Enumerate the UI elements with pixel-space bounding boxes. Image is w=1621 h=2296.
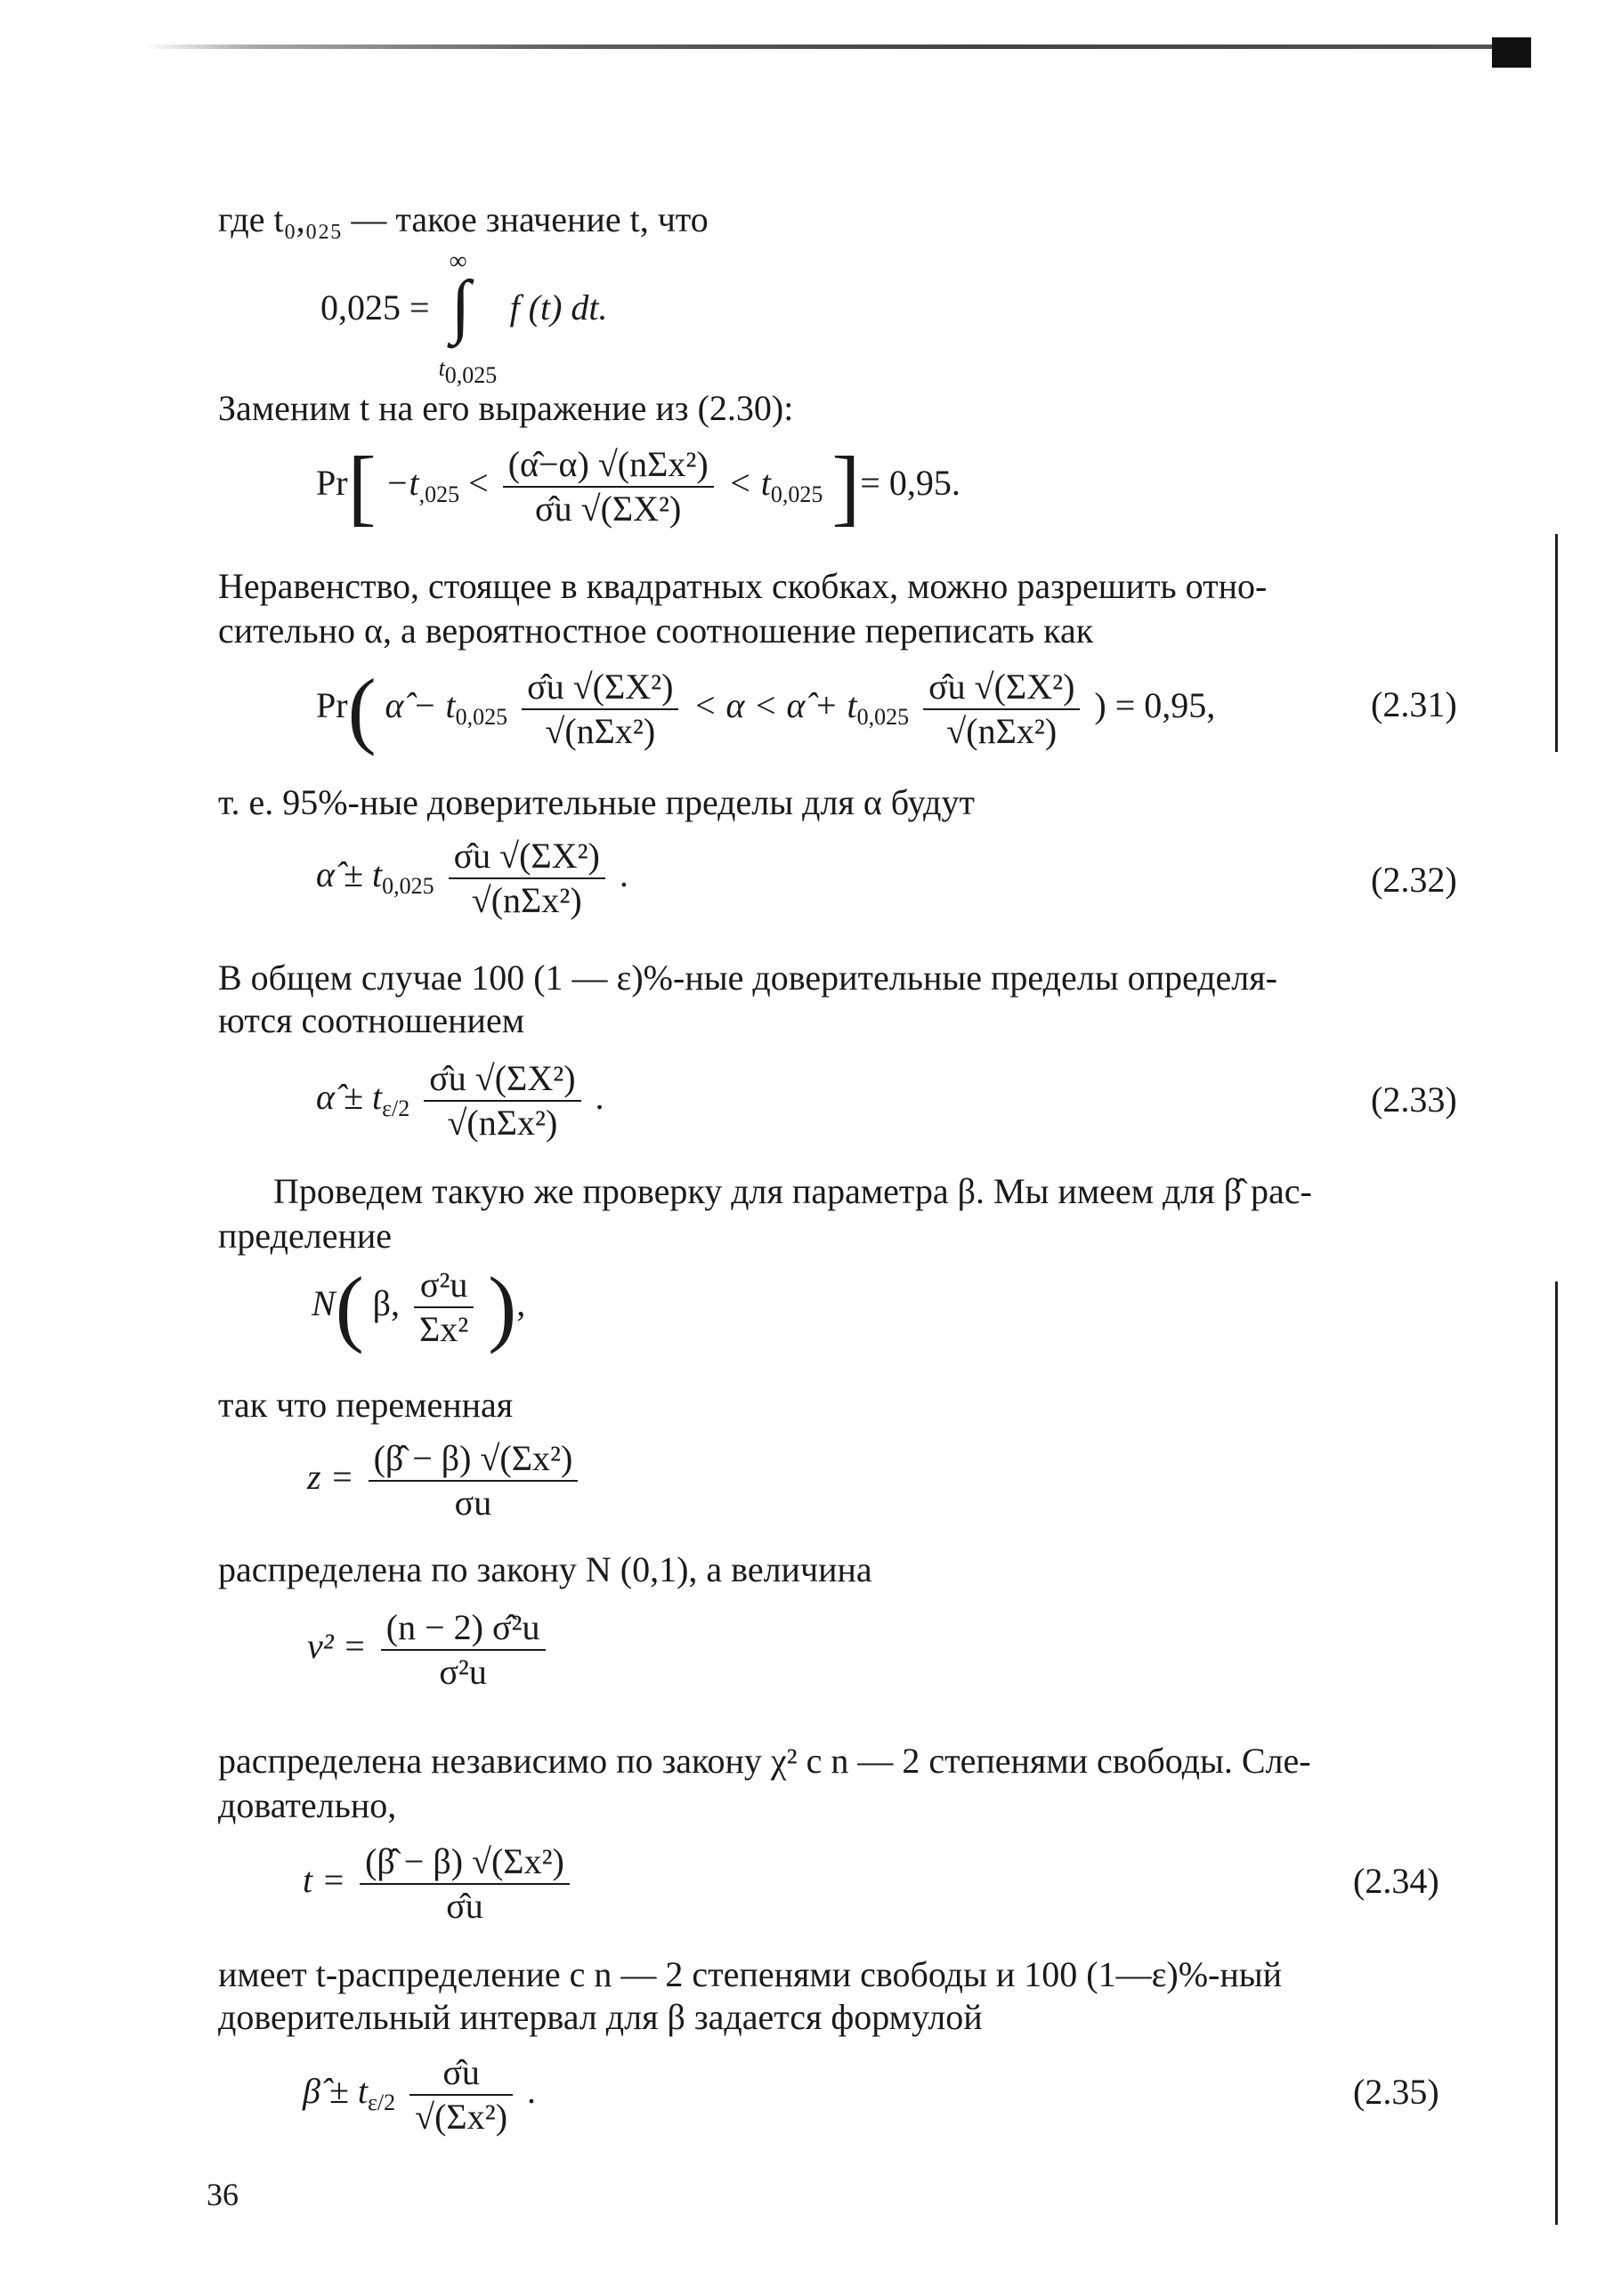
text-line: распределена по закону N (0,1), а величина bbox=[218, 1549, 872, 1589]
formula-z: z = $\frac{\text{(β̂ − β) √(Σx²)}}{\sigma u}$ bbox=[307, 1437, 583, 1524]
text-line: пределение bbox=[218, 1216, 393, 1256]
text-line: имеет t-распределение с n — 2 степенями свободы и 100 (1—ε)%-ный bbox=[218, 1954, 1283, 1994]
text-line: так что переменная bbox=[218, 1385, 514, 1425]
formula-2-34: t = $\frac{\text{(β̂ − β) √(Σx²)}}{\sigmâu}$ bbox=[303, 1840, 575, 1928]
scan-top-edge bbox=[142, 37, 1531, 59]
formula-2-32: α̂ ± $t_{0,025}$ $\frac{\text{σ̂u √(ΣX²)}}{\text{√(nΣx²)}}$ . bbox=[316, 836, 628, 920]
text-line: Заменим t на его выражение из (2.30): bbox=[218, 388, 794, 428]
text-line: довательно, bbox=[218, 1785, 397, 1825]
equation-number: (2.35) bbox=[1353, 2072, 1439, 2112]
scan-corner-mark bbox=[1492, 37, 1531, 68]
formula-v: v² = $\frac{\text{(n − 2) σ̂²u}}{\text{σ²u}}$ bbox=[307, 1606, 551, 1694]
text-line: т. е. 95%-ные доверительные пределы для α будут bbox=[218, 782, 975, 822]
equation-number: (2.34) bbox=[1353, 1861, 1439, 1901]
text-line: В общем случае 100 (1 — ε)%-ные доверительные пределы определя- bbox=[218, 958, 1277, 998]
formula-probability-1: $Pr[ -t_{,025}$ < $\frac{\text{(α̂−α) √(nΣx²)}}{\text{σ̂u √(ΣX²)}}$ < $t_{0,025}$ ]= 0,95. bbox=[316, 439, 960, 534]
formula-probability-2: Pr( α̂ − $t_{0,025}$ $\frac{\text{σ̂u √(ΣX²)}}{\text{√(nΣx²)}}$ < α < α̂ + $t_{0,025}$ $\frac{\text{σ̂u √(ΣX²)}}{\text{√(nΣx²)}}$ ) = 0,95, bbox=[316, 661, 1216, 756]
formula-integral: 0,025 = ∞ ∫ t0,025 f (t) dt. bbox=[320, 247, 608, 388]
text-line: где t₀,₀₂₅ — такое значение t, что bbox=[218, 199, 709, 239]
scan-margin-line bbox=[1555, 1281, 1558, 2225]
scan-streak bbox=[142, 44, 1531, 49]
text-line: ются соотношением bbox=[218, 1000, 525, 1040]
text-line: сительно α, а вероятностное соотношение переписать как bbox=[218, 610, 1094, 651]
formula-2-35: β̂ ± $t_{\varepsilon/2}$ $\frac{\sigmâu}{\text{√(Σx²)}}$ . bbox=[303, 2052, 537, 2137]
text-line: Проведем такую же проверку для параметра β. Мы имеем для β̂ рас- bbox=[273, 1171, 1312, 1211]
equation-number: (2.33) bbox=[1371, 1079, 1457, 1120]
formula-normal: N( β, $\frac{\text{σ²u}}{\text{Σx²}}$ ), bbox=[312, 1259, 526, 1354]
text-line: распределена независимо по закону χ² с n — 2 степенями свободы. Сле- bbox=[218, 1741, 1311, 1781]
scan-margin-line bbox=[1555, 534, 1558, 752]
equation-number: (2.32) bbox=[1371, 860, 1457, 900]
page-number: 36 bbox=[207, 2177, 239, 2212]
equation-number: (2.31) bbox=[1371, 684, 1457, 724]
text-line: Неравенство, стоящее в квадратных скобках, можно разрешить отно- bbox=[218, 566, 1268, 606]
text-line: доверительный интервал для β задается формулой bbox=[218, 1997, 983, 2037]
formula-2-33: α̂ ± $t_{\varepsilon/2}$ $\frac{\text{σ̂u √(ΣX²)}}{\text{√(nΣx²)}}$ . bbox=[316, 1058, 604, 1143]
